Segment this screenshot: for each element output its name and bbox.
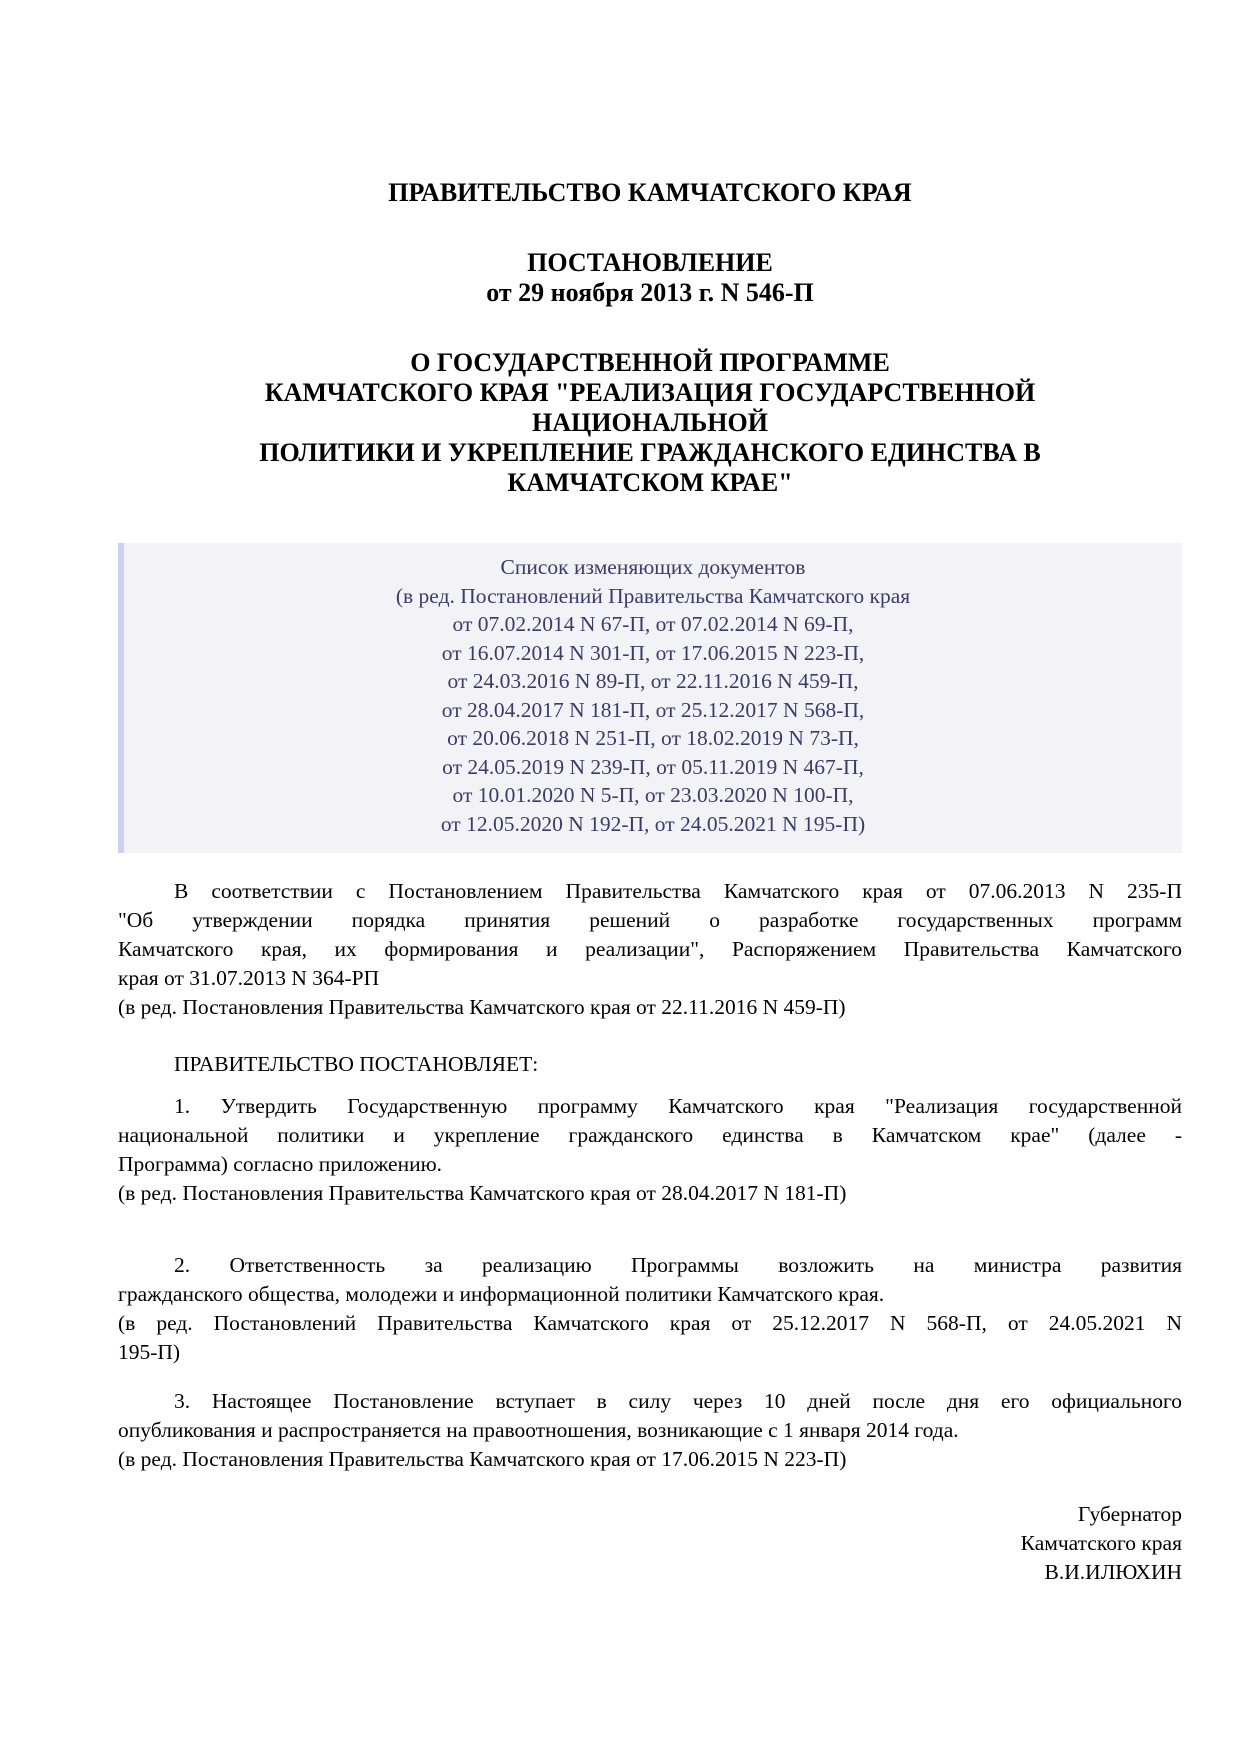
title-line: О ГОСУДАРСТВЕННОЙ ПРОГРАММЕ [410, 348, 890, 377]
signatory-name: В.И.ИЛЮХИН [1044, 1560, 1182, 1584]
clause-1 [118, 1092, 1182, 1208]
clause-line: 2. Ответственность за реализацию Программы возложить на министра развития [174, 1253, 1182, 1277]
signature-block [1021, 1500, 1182, 1587]
preamble-amendment: (в ред. Постановления Правительства Камчатского края от 22.11.2016 N 459-П) [118, 995, 846, 1019]
document-type: ПОСТАНОВЛЕНИЕ [527, 248, 773, 277]
amendments-line: от 24.03.2016 N 89-П, от 22.11.2016 N 459-П, [447, 669, 859, 693]
amendments-line: от 10.01.2020 N 5-П, от 23.03.2020 N 100-П, [452, 783, 854, 807]
preamble-line: В соответствии с Постановлением Правительства Камчатского края от 07.06.2013 N 235-П [174, 879, 1182, 903]
clause-3 [118, 1387, 1182, 1474]
preamble-line: "Об утверждении порядка принятия решений о разработке государственных программ [118, 908, 1182, 932]
clause-line: 1. Утвердить Государственную программу Камчатского края "Реализация государственной [174, 1094, 1182, 1118]
preamble-line: Камчатского края, их формирования и реализации", Распоряжением Правительства Камчатского [118, 937, 1182, 961]
clause-amendment: (в ред. Постановления Правительства Камчатского края от 28.04.2017 N 181-П) [118, 1181, 847, 1205]
title-line: КАМЧАТСКОГО КРАЯ "РЕАЛИЗАЦИЯ ГОСУДАРСТВЕННОЙ [264, 378, 1036, 407]
clause-amendment: (в ред. Постановлений Правительства Камчатского края от 25.12.2017 N 568-П, от 24.05.2021 N [118, 1311, 1182, 1335]
amendments-line: от 28.04.2017 N 181-П, от 25.12.2017 N 568-П, [441, 697, 865, 722]
issuing-authority: ПРАВИТЕЛЬСТВО КАМЧАТСКОГО КРАЯ [388, 178, 912, 207]
clause-line: 3. Настоящее Постановление вступает в силу через 10 дней после дня его официального [174, 1389, 1182, 1413]
document-heading [118, 248, 1182, 308]
amendments-line: (в ред. Постановлений Правительства Камчатского края [395, 583, 911, 608]
clause-2 [118, 1251, 1182, 1367]
amendments-heading: Список изменяющих документов [500, 555, 806, 579]
amendments-line: от 20.06.2018 N 251-П, от 18.02.2019 N 73-П, [447, 726, 859, 750]
preamble-line: края от 31.07.2013 N 364-РП [118, 966, 380, 990]
amendments-line: от 12.05.2020 N 192-П, от 24.05.2021 N 195-П) [440, 811, 866, 836]
document-date-number: от 29 ноября 2013 г. N 546-П [486, 278, 814, 307]
signatory-region: Камчатского края [1020, 1531, 1182, 1555]
amendments-line: от 24.05.2019 N 239-П, от 05.11.2019 N 467-П, [442, 754, 864, 779]
clause-amendment: (в ред. Постановления Правительства Камчатского края от 17.06.2015 N 223-П) [118, 1447, 847, 1471]
title-line: НАЦИОНАЛЬНОЙ [532, 408, 768, 437]
title-line: ПОЛИТИКИ И УКРЕПЛЕНИЕ ГРАЖДАНСКОГО ЕДИНСТВА В [259, 438, 1041, 467]
amendments-line: от 16.07.2014 N 301-П, от 17.06.2015 N 223-П, [441, 640, 865, 665]
amendments-line: от 07.02.2014 N 67-П, от 07.02.2014 N 69-П, [452, 612, 854, 636]
clause-line: национальной политики и укрепление гражданского единства в Камчатском крае" (далее - [118, 1123, 1182, 1147]
amendments-box [118, 543, 1182, 853]
signatory-position: Губернатор [1077, 1502, 1182, 1526]
clause-line: опубликования и распространяется на правоотношения, возникающие с 1 января 2014 года. [118, 1418, 959, 1442]
document-title [118, 348, 1182, 498]
decrees-text: ПРАВИТЕЛЬСТВО ПОСТАНОВЛЯЕТ: [174, 1052, 539, 1076]
clause-line: гражданского общества, молодежи и информационной политики Камчатского края. [118, 1282, 885, 1306]
decrees-heading [118, 1050, 1182, 1079]
clause-line: Программа) согласно приложению. [118, 1152, 443, 1176]
clause-amendment: 195-П) [118, 1340, 181, 1364]
title-line: КАМЧАТСКОМ КРАЕ" [507, 468, 793, 497]
preamble-paragraph [118, 877, 1182, 1022]
